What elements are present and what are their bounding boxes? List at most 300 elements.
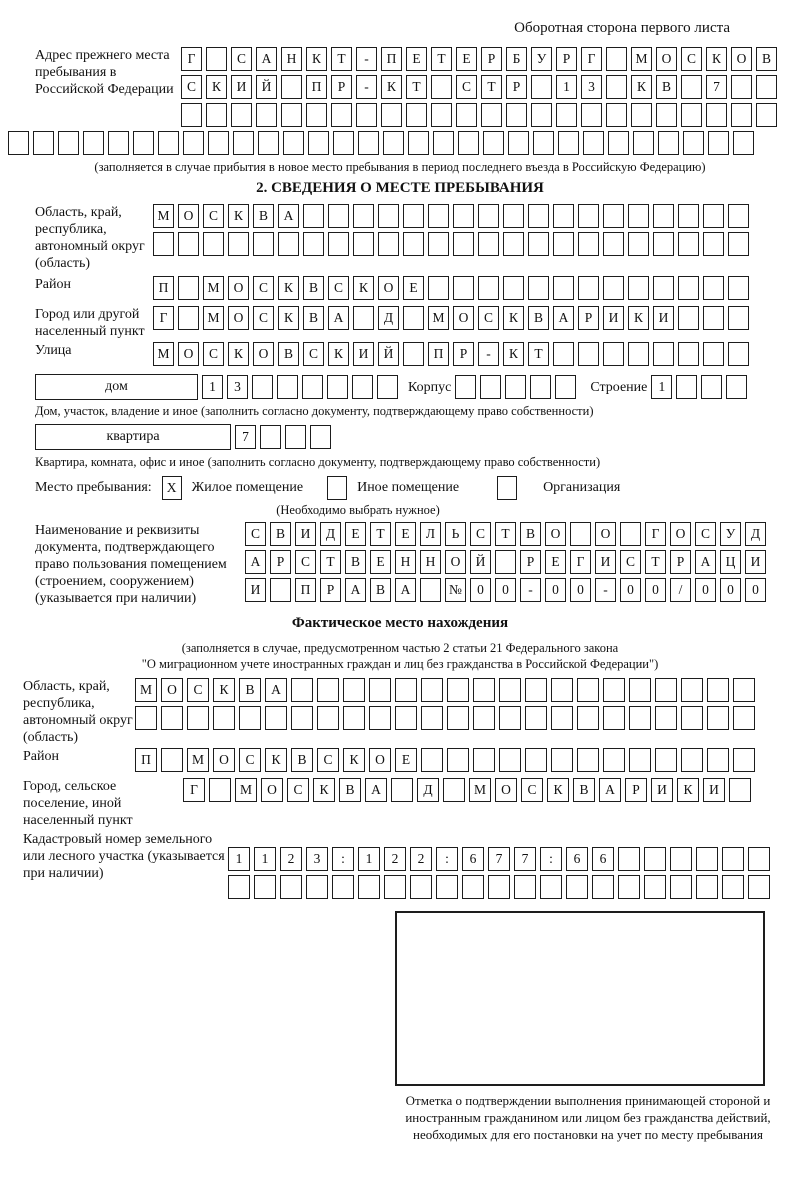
- char-cell: [443, 778, 465, 802]
- char-cell: [653, 232, 674, 256]
- char-cell: В: [253, 204, 274, 228]
- char-cell: [628, 342, 649, 366]
- char-cell: [703, 232, 724, 256]
- char-cell: 2: [384, 847, 406, 871]
- char-cell: [495, 550, 516, 574]
- char-cell: [528, 276, 549, 300]
- char-cell: К: [628, 306, 649, 330]
- char-cell: А: [395, 578, 416, 602]
- char-cell: [631, 103, 652, 127]
- char-cell: [748, 847, 770, 871]
- checkbox-other-premises: [327, 476, 347, 500]
- char-cell: [728, 204, 749, 228]
- cadastre-grid: [228, 847, 770, 903]
- char-cell: [503, 276, 524, 300]
- char-cell: В: [339, 778, 361, 802]
- char-cell: В: [270, 522, 291, 546]
- char-cell: [681, 748, 703, 772]
- city-label: Город или другой населенный пункт: [35, 307, 145, 339]
- char-cell: С: [328, 276, 349, 300]
- section2-title: 2. СВЕДЕНИЯ О МЕСТЕ ПРЕБЫВАНИЯ: [256, 180, 544, 196]
- char-cell: [670, 847, 692, 871]
- char-cell: №: [445, 578, 466, 602]
- char-grid-row: [228, 847, 770, 871]
- char-cell: Р: [320, 578, 341, 602]
- char-cell: 3: [306, 847, 328, 871]
- char-cell: [731, 103, 752, 127]
- char-cell: [458, 131, 479, 155]
- char-cell: Д: [745, 522, 766, 546]
- char-cell: [343, 678, 365, 702]
- apartment-grid: [235, 425, 331, 449]
- char-cell: 0: [720, 578, 741, 602]
- char-cell: [403, 306, 424, 330]
- char-cell: [733, 678, 755, 702]
- char-cell: [629, 748, 651, 772]
- stay-type-row: [35, 476, 792, 500]
- char-cell: [283, 131, 304, 155]
- char-cell: [701, 375, 722, 399]
- checkbox-organization: [497, 476, 517, 500]
- char-cell: А: [245, 550, 266, 574]
- char-cell: [603, 706, 625, 730]
- char-cell: М: [135, 678, 157, 702]
- char-cell: В: [303, 276, 324, 300]
- char-cell: С: [231, 47, 252, 71]
- char-grid-row: [135, 748, 755, 772]
- char-cell: [733, 748, 755, 772]
- char-cell: [708, 131, 729, 155]
- char-cell: [722, 875, 744, 899]
- char-cell: [206, 103, 227, 127]
- char-cell: Е: [403, 276, 424, 300]
- char-cell: [628, 204, 649, 228]
- char-cell: 3: [581, 75, 602, 99]
- char-cell: [553, 232, 574, 256]
- char-cell: [421, 678, 443, 702]
- actual-region-grid: [135, 678, 755, 734]
- char-cell: [553, 276, 574, 300]
- char-cell: [633, 131, 654, 155]
- char-cell: О: [378, 276, 399, 300]
- char-cell: Д: [320, 522, 341, 546]
- char-cell: [265, 706, 287, 730]
- char-cell: И: [295, 522, 316, 546]
- char-cell: [703, 342, 724, 366]
- char-cell: [302, 375, 323, 399]
- char-cell: О: [369, 748, 391, 772]
- char-cell: М: [187, 748, 209, 772]
- char-cell: [499, 706, 521, 730]
- char-cell: [258, 131, 279, 155]
- char-cell: [239, 706, 261, 730]
- char-grid-row: [153, 232, 749, 256]
- checkbox-residential: X: [162, 476, 182, 500]
- char-cell: Р: [481, 47, 502, 71]
- char-cell: :: [436, 847, 458, 871]
- char-cell: С: [681, 47, 702, 71]
- char-cell: П: [135, 748, 157, 772]
- char-cell: И: [703, 778, 725, 802]
- char-cell: [756, 103, 777, 127]
- char-cell: М: [235, 778, 257, 802]
- char-cell: [433, 131, 454, 155]
- char-cell: [403, 204, 424, 228]
- char-cell: [403, 342, 424, 366]
- char-cell: [481, 103, 502, 127]
- char-cell: [378, 204, 399, 228]
- char-cell: В: [528, 306, 549, 330]
- char-cell: [525, 748, 547, 772]
- char-cell: [291, 706, 313, 730]
- char-cell: [178, 276, 199, 300]
- char-cell: Г: [181, 47, 202, 71]
- char-cell: С: [470, 522, 491, 546]
- char-cell: С: [620, 550, 641, 574]
- char-cell: [421, 706, 443, 730]
- char-cell: [603, 276, 624, 300]
- char-cell: И: [653, 306, 674, 330]
- district-field: [8, 276, 792, 304]
- char-cell: [603, 232, 624, 256]
- char-cell: 6: [566, 847, 588, 871]
- char-cell: [678, 232, 699, 256]
- char-cell: В: [656, 75, 677, 99]
- char-cell: У: [720, 522, 741, 546]
- char-cell: Т: [431, 47, 452, 71]
- char-cell: О: [161, 678, 183, 702]
- char-cell: А: [256, 47, 277, 71]
- char-grid-row: [183, 778, 751, 802]
- char-cell: [578, 232, 599, 256]
- char-cell: [581, 103, 602, 127]
- char-cell: [447, 678, 469, 702]
- char-cell: Е: [345, 522, 366, 546]
- char-cell: [83, 131, 104, 155]
- char-cell: [178, 232, 199, 256]
- char-cell: В: [345, 550, 366, 574]
- header-note: Оборотная сторона первого листа: [514, 20, 730, 36]
- char-cell: [618, 847, 640, 871]
- char-grid-row: [181, 47, 777, 71]
- char-cell: О: [495, 778, 517, 802]
- char-cell: [428, 232, 449, 256]
- char-cell: [183, 131, 204, 155]
- char-cell: 0: [570, 578, 591, 602]
- char-cell: 0: [745, 578, 766, 602]
- char-cell: 0: [470, 578, 491, 602]
- char-cell: [655, 678, 677, 702]
- char-cell: [308, 131, 329, 155]
- char-cell: П: [306, 75, 327, 99]
- char-cell: [285, 425, 306, 449]
- char-cell: В: [573, 778, 595, 802]
- char-cell: А: [365, 778, 387, 802]
- char-cell: М: [153, 204, 174, 228]
- char-cell: Р: [506, 75, 527, 99]
- char-cell: [453, 204, 474, 228]
- char-cell: 6: [592, 847, 614, 871]
- char-cell: [653, 342, 674, 366]
- char-cell: И: [603, 306, 624, 330]
- char-cell: О: [261, 778, 283, 802]
- char-cell: [731, 75, 752, 99]
- char-cell: К: [313, 778, 335, 802]
- char-cell: К: [328, 342, 349, 366]
- char-cell: [277, 375, 298, 399]
- char-cell: [678, 204, 699, 228]
- char-cell: 1: [202, 375, 223, 399]
- char-cell: [603, 748, 625, 772]
- char-cell: Д: [417, 778, 439, 802]
- char-cell: К: [265, 748, 287, 772]
- char-cell: [681, 75, 702, 99]
- char-cell: [228, 875, 250, 899]
- char-cell: [525, 706, 547, 730]
- char-cell: [453, 276, 474, 300]
- char-cell: [728, 306, 749, 330]
- char-cell: [696, 875, 718, 899]
- char-cell: 6: [462, 847, 484, 871]
- char-cell: [656, 103, 677, 127]
- char-cell: [280, 875, 302, 899]
- char-cell: И: [651, 778, 673, 802]
- char-cell: С: [456, 75, 477, 99]
- char-cell: [462, 875, 484, 899]
- cadastre-field: [8, 831, 792, 903]
- char-cell: [377, 375, 398, 399]
- char-cell: [353, 306, 374, 330]
- char-cell: С: [253, 306, 274, 330]
- char-cell: :: [540, 847, 562, 871]
- char-grid-row: [153, 276, 749, 300]
- char-cell: В: [239, 678, 261, 702]
- char-cell: [503, 232, 524, 256]
- char-cell: [528, 204, 549, 228]
- char-cell: К: [353, 276, 374, 300]
- char-cell: [653, 204, 674, 228]
- char-cell: [530, 375, 551, 399]
- char-cell: [528, 232, 549, 256]
- char-cell: П: [295, 578, 316, 602]
- char-cell: [410, 875, 432, 899]
- char-cell: Р: [556, 47, 577, 71]
- char-cell: И: [745, 550, 766, 574]
- apartment-row: [35, 424, 792, 450]
- char-cell: [381, 103, 402, 127]
- char-cell: [628, 232, 649, 256]
- char-cell: Ц: [720, 550, 741, 574]
- char-cell: [328, 204, 349, 228]
- char-cell: К: [547, 778, 569, 802]
- char-cell: [620, 522, 641, 546]
- char-cell: 7: [706, 75, 727, 99]
- char-cell: [681, 678, 703, 702]
- char-cell: [369, 678, 391, 702]
- char-cell: [733, 706, 755, 730]
- char-cell: [456, 103, 477, 127]
- char-cell: [555, 375, 576, 399]
- char-grid-row: [228, 875, 770, 899]
- char-cell: [310, 425, 331, 449]
- street-label: Улица: [35, 343, 72, 358]
- actual-district-field: [8, 748, 792, 776]
- char-cell: [327, 375, 348, 399]
- char-cell: М: [428, 306, 449, 330]
- char-cell: А: [345, 578, 366, 602]
- char-cell: [383, 131, 404, 155]
- char-cell: [291, 678, 313, 702]
- char-cell: [473, 748, 495, 772]
- char-cell: [707, 706, 729, 730]
- char-cell: М: [203, 276, 224, 300]
- char-cell: [447, 748, 469, 772]
- char-cell: С: [203, 204, 224, 228]
- char-cell: :: [332, 847, 354, 871]
- char-cell: К: [631, 75, 652, 99]
- char-cell: [161, 706, 183, 730]
- char-cell: 0: [545, 578, 566, 602]
- char-cell: -: [478, 342, 499, 366]
- actual-region-field: [8, 678, 792, 746]
- char-cell: [213, 706, 235, 730]
- char-cell: Й: [378, 342, 399, 366]
- char-grid-row: [153, 342, 749, 366]
- char-cell: [369, 706, 391, 730]
- char-cell: О: [178, 204, 199, 228]
- char-cell: К: [228, 342, 249, 366]
- char-cell: [473, 706, 495, 730]
- char-cell: А: [599, 778, 621, 802]
- char-cell: С: [287, 778, 309, 802]
- char-cell: 7: [488, 847, 510, 871]
- char-cell: 0: [695, 578, 716, 602]
- char-cell: [503, 204, 524, 228]
- char-cell: У: [531, 47, 552, 71]
- char-cell: С: [239, 748, 261, 772]
- confirmation-caption: Отметка о подтверждении выполнения принимающей стороной и иностранным гражданином или лицом без гражданства действий, необходимых для его постановки на учет по месту пребывания: [405, 1093, 771, 1142]
- char-cell: [703, 204, 724, 228]
- char-cell: [618, 875, 640, 899]
- house-row: [35, 374, 792, 400]
- char-cell: [726, 375, 747, 399]
- char-cell: Д: [378, 306, 399, 330]
- char-cell: [483, 131, 504, 155]
- korpus-grid: [455, 375, 576, 399]
- actual-region-label: Область, край, республика, автономный округ (область): [23, 679, 133, 745]
- char-cell: О: [213, 748, 235, 772]
- char-cell: [606, 103, 627, 127]
- char-cell: [603, 678, 625, 702]
- char-cell: [352, 375, 373, 399]
- char-cell: [703, 306, 724, 330]
- char-cell: О: [228, 276, 249, 300]
- char-cell: [603, 204, 624, 228]
- char-cell: [531, 75, 552, 99]
- char-cell: К: [343, 748, 365, 772]
- char-cell: А: [278, 204, 299, 228]
- char-cell: [408, 131, 429, 155]
- char-cell: Е: [545, 550, 566, 574]
- char-cell: [533, 131, 554, 155]
- char-cell: О: [445, 550, 466, 574]
- char-cell: -: [356, 47, 377, 71]
- char-cell: [551, 678, 573, 702]
- char-cell: Г: [153, 306, 174, 330]
- char-cell: [706, 103, 727, 127]
- city-field: [8, 306, 792, 340]
- char-cell: [606, 75, 627, 99]
- char-cell: [722, 847, 744, 871]
- char-cell: [681, 706, 703, 730]
- char-cell: [231, 103, 252, 127]
- char-cell: К: [306, 47, 327, 71]
- char-cell: [592, 875, 614, 899]
- char-cell: [406, 103, 427, 127]
- char-cell: [378, 232, 399, 256]
- char-cell: [431, 75, 452, 99]
- char-cell: [395, 706, 417, 730]
- char-cell: [356, 103, 377, 127]
- char-cell: [252, 375, 273, 399]
- char-cell: К: [278, 306, 299, 330]
- char-cell: К: [503, 342, 524, 366]
- house-labelbox: дом: [35, 374, 198, 400]
- char-cell: 0: [495, 578, 516, 602]
- char-cell: С: [695, 522, 716, 546]
- char-cell: [531, 103, 552, 127]
- char-cell: [328, 232, 349, 256]
- confirmation-area: [395, 911, 781, 1143]
- char-cell: [748, 875, 770, 899]
- char-cell: Л: [420, 522, 441, 546]
- apartment-note: Квартира, комната, офис и иное (заполнить согласно документу, подтверждающему право собственности): [35, 455, 601, 469]
- char-cell: 1: [228, 847, 250, 871]
- char-cell: Й: [256, 75, 277, 99]
- char-cell: [480, 375, 501, 399]
- char-cell: [566, 875, 588, 899]
- char-cell: Т: [481, 75, 502, 99]
- char-cell: К: [381, 75, 402, 99]
- char-cell: П: [381, 47, 402, 71]
- char-cell: С: [181, 75, 202, 99]
- char-cell: [343, 706, 365, 730]
- char-cell: Е: [456, 47, 477, 71]
- char-cell: О: [253, 342, 274, 366]
- char-cell: [478, 204, 499, 228]
- char-cell: 1: [651, 375, 672, 399]
- char-cell: -: [520, 578, 541, 602]
- char-grid-row: [153, 306, 749, 330]
- char-cell: 2: [280, 847, 302, 871]
- char-cell: [306, 875, 328, 899]
- char-cell: [228, 232, 249, 256]
- char-cell: [653, 276, 674, 300]
- char-cell: 1: [358, 847, 380, 871]
- char-cell: А: [553, 306, 574, 330]
- char-grid-row: [245, 578, 766, 602]
- char-cell: [478, 276, 499, 300]
- char-cell: [281, 75, 302, 99]
- char-cell: С: [187, 678, 209, 702]
- char-cell: Р: [670, 550, 691, 574]
- char-cell: О: [545, 522, 566, 546]
- char-cell: [578, 204, 599, 228]
- char-cell: Е: [406, 47, 427, 71]
- actual-location-title: Фактическое место нахождения: [291, 615, 509, 631]
- char-cell: С: [295, 550, 316, 574]
- char-cell: [525, 678, 547, 702]
